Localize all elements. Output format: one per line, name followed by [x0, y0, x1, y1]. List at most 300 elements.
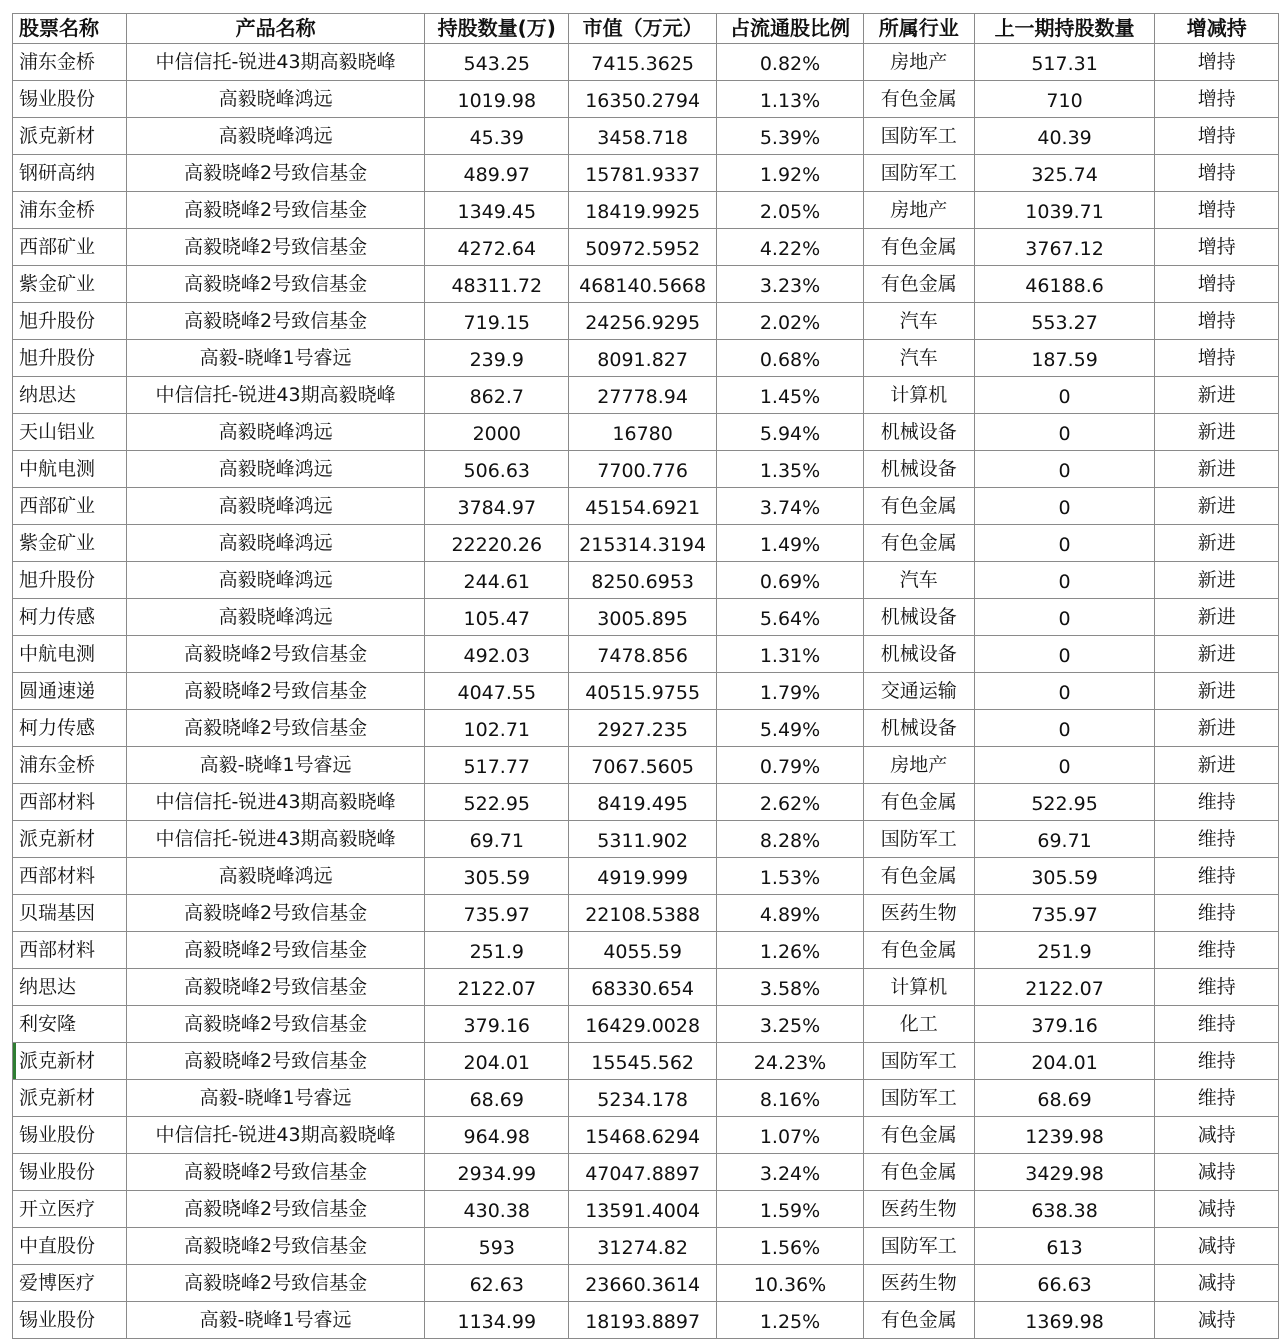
cell-stock-name[interactable]: 西部材料 [13, 858, 127, 895]
cell-product-name[interactable]: 中信信托-锐进43期高毅晓峰 [126, 377, 425, 414]
cell-stock-name[interactable]: 旭升股份 [13, 562, 127, 599]
cell-stock-name[interactable]: 浦东金桥 [13, 192, 127, 229]
cell-product-name[interactable]: 高毅晓峰2号致信基金 [126, 303, 425, 340]
cell-holding-quantity[interactable]: 2000 [425, 414, 569, 451]
cell-product-name[interactable]: 高毅晓峰2号致信基金 [126, 229, 425, 266]
table-row [13, 303, 1279, 340]
cell-change-type[interactable]: 减持 [1155, 1117, 1279, 1154]
cell-industry[interactable]: 有色金属 [863, 266, 974, 303]
cell-holding-quantity[interactable]: 48311.72 [425, 266, 569, 303]
cell-previous-quantity[interactable]: 305.59 [974, 858, 1155, 895]
cell-product-name[interactable]: 高毅晓峰鸿远 [126, 525, 425, 562]
cell-product-name[interactable]: 中信信托-锐进43期高毅晓峰 [126, 44, 425, 81]
cell-previous-quantity[interactable]: 187.59 [974, 340, 1155, 377]
cell-float-ratio[interactable]: 2.62% [717, 784, 864, 821]
cell-change-type[interactable]: 新进 [1155, 414, 1279, 451]
cell-product-name[interactable]: 高毅晓峰2号致信基金 [126, 1191, 425, 1228]
cell-float-ratio[interactable]: 1.56% [717, 1228, 864, 1265]
cell-change-type[interactable]: 维持 [1155, 895, 1279, 932]
cell-market-value[interactable]: 15468.6294 [569, 1117, 717, 1154]
cell-float-ratio[interactable]: 3.23% [717, 266, 864, 303]
cell-previous-quantity[interactable]: 735.97 [974, 895, 1155, 932]
cell-change-type[interactable]: 新进 [1155, 525, 1279, 562]
cell-product-name[interactable]: 中信信托-锐进43期高毅晓峰 [126, 821, 425, 858]
cell-float-ratio[interactable]: 2.02% [717, 303, 864, 340]
cell-change-type[interactable]: 减持 [1155, 1302, 1279, 1339]
cell-product-name[interactable]: 高毅晓峰鸿远 [126, 451, 425, 488]
cell-market-value[interactable]: 68330.654 [569, 969, 717, 1006]
cell-stock-name[interactable]: 贝瑞基因 [13, 895, 127, 932]
cell-previous-quantity[interactable]: 553.27 [974, 303, 1155, 340]
cell-stock-name[interactable]: 纳思达 [13, 377, 127, 414]
cell-change-type[interactable]: 新进 [1155, 636, 1279, 673]
cell-market-value[interactable]: 4919.999 [569, 858, 717, 895]
cell-stock-name[interactable]: 派克新材 [13, 118, 127, 155]
cell-holding-quantity[interactable]: 862.7 [425, 377, 569, 414]
cell-industry[interactable]: 计算机 [863, 377, 974, 414]
header-holding-quantity[interactable]: 持股数量(万) [425, 14, 569, 44]
cell-float-ratio[interactable]: 0.69% [717, 562, 864, 599]
cell-market-value[interactable]: 16780 [569, 414, 717, 451]
cell-stock-name[interactable]: 旭升股份 [13, 340, 127, 377]
cell-holding-quantity[interactable]: 964.98 [425, 1117, 569, 1154]
cell-industry[interactable]: 机械设备 [863, 414, 974, 451]
cell-product-name[interactable]: 中信信托-锐进43期高毅晓峰 [126, 784, 425, 821]
cell-change-type[interactable]: 新进 [1155, 747, 1279, 784]
cell-previous-quantity[interactable]: 68.69 [974, 1080, 1155, 1117]
cell-industry[interactable]: 医药生物 [863, 1265, 974, 1302]
cell-holding-quantity[interactable]: 45.39 [425, 118, 569, 155]
cell-change-type[interactable]: 增持 [1155, 192, 1279, 229]
cell-stock-name[interactable]: 浦东金桥 [13, 747, 127, 784]
cell-previous-quantity[interactable]: 0 [974, 636, 1155, 673]
cell-holding-quantity[interactable]: 305.59 [425, 858, 569, 895]
cell-float-ratio[interactable]: 8.16% [717, 1080, 864, 1117]
cell-industry[interactable]: 汽车 [863, 562, 974, 599]
cell-float-ratio[interactable]: 8.28% [717, 821, 864, 858]
cell-industry[interactable]: 计算机 [863, 969, 974, 1006]
cell-industry[interactable]: 化工 [863, 1006, 974, 1043]
cell-float-ratio[interactable]: 1.35% [717, 451, 864, 488]
cell-market-value[interactable]: 215314.3194 [569, 525, 717, 562]
cell-product-name[interactable]: 高毅晓峰鸿远 [126, 81, 425, 118]
cell-float-ratio[interactable]: 5.94% [717, 414, 864, 451]
cell-stock-name[interactable]: 锡业股份 [13, 1117, 127, 1154]
cell-float-ratio[interactable]: 0.82% [717, 44, 864, 81]
cell-previous-quantity[interactable]: 66.63 [974, 1265, 1155, 1302]
cell-industry[interactable]: 医药生物 [863, 895, 974, 932]
cell-product-name[interactable]: 高毅晓峰2号致信基金 [126, 636, 425, 673]
cell-stock-name[interactable]: 锡业股份 [13, 1302, 127, 1339]
header-stock-name[interactable]: 股票名称 [13, 14, 127, 44]
cell-change-type[interactable]: 维持 [1155, 969, 1279, 1006]
cell-stock-name[interactable]: 中航电测 [13, 636, 127, 673]
cell-stock-name[interactable]: 锡业股份 [13, 1154, 127, 1191]
cell-stock-name[interactable]: 西部矿业 [13, 488, 127, 525]
cell-industry[interactable]: 国防军工 [863, 118, 974, 155]
cell-product-name[interactable]: 高毅-晓峰1号睿远 [126, 1302, 425, 1339]
cell-float-ratio[interactable]: 24.23% [717, 1043, 864, 1080]
cell-stock-name[interactable]: 柯力传感 [13, 599, 127, 636]
cell-holding-quantity[interactable]: 105.47 [425, 599, 569, 636]
cell-change-type[interactable]: 新进 [1155, 451, 1279, 488]
holdings-table [12, 13, 1279, 1339]
cell-stock-name[interactable]: 紫金矿业 [13, 266, 127, 303]
cell-previous-quantity[interactable]: 613 [974, 1228, 1155, 1265]
cell-industry[interactable]: 国防军工 [863, 1228, 974, 1265]
cell-change-type[interactable]: 维持 [1155, 784, 1279, 821]
cell-product-name[interactable]: 高毅-晓峰1号睿远 [126, 340, 425, 377]
cell-holding-quantity[interactable]: 244.61 [425, 562, 569, 599]
cell-previous-quantity[interactable]: 0 [974, 710, 1155, 747]
cell-change-type[interactable]: 维持 [1155, 821, 1279, 858]
cell-industry[interactable]: 机械设备 [863, 451, 974, 488]
cell-previous-quantity[interactable]: 0 [974, 599, 1155, 636]
cell-market-value[interactable]: 50972.5952 [569, 229, 717, 266]
cell-market-value[interactable]: 8091.827 [569, 340, 717, 377]
cell-previous-quantity[interactable]: 0 [974, 488, 1155, 525]
cell-stock-name[interactable]: 利安隆 [13, 1006, 127, 1043]
cell-industry[interactable]: 交通运输 [863, 673, 974, 710]
header-float-ratio[interactable]: 占流通股比例 [717, 14, 864, 44]
cell-holding-quantity[interactable]: 4272.64 [425, 229, 569, 266]
header-industry[interactable]: 所属行业 [863, 14, 974, 44]
cell-change-type[interactable]: 维持 [1155, 1006, 1279, 1043]
cell-product-name[interactable]: 高毅晓峰鸿远 [126, 488, 425, 525]
cell-stock-name[interactable]: 钢研高纳 [13, 155, 127, 192]
cell-market-value[interactable]: 45154.6921 [569, 488, 717, 525]
cell-industry[interactable]: 有色金属 [863, 1154, 974, 1191]
cell-product-name[interactable]: 高毅晓峰2号致信基金 [126, 969, 425, 1006]
cell-industry[interactable]: 有色金属 [863, 1302, 974, 1339]
cell-industry[interactable]: 有色金属 [863, 858, 974, 895]
cell-industry[interactable]: 医药生物 [863, 1191, 974, 1228]
cell-previous-quantity[interactable]: 204.01 [974, 1043, 1155, 1080]
cell-previous-quantity[interactable]: 710 [974, 81, 1155, 118]
cell-industry[interactable]: 有色金属 [863, 488, 974, 525]
cell-stock-name[interactable]: 浦东金桥 [13, 44, 127, 81]
cell-product-name[interactable]: 高毅晓峰鸿远 [126, 414, 425, 451]
cell-stock-name[interactable]: 天山铝业 [13, 414, 127, 451]
cell-previous-quantity[interactable]: 40.39 [974, 118, 1155, 155]
cell-stock-name[interactable]: 中航电测 [13, 451, 127, 488]
cell-industry[interactable]: 汽车 [863, 303, 974, 340]
cell-change-type[interactable]: 减持 [1155, 1154, 1279, 1191]
cell-holding-quantity[interactable]: 543.25 [425, 44, 569, 81]
cell-previous-quantity[interactable]: 0 [974, 525, 1155, 562]
cell-market-value[interactable]: 40515.9755 [569, 673, 717, 710]
cell-float-ratio[interactable]: 3.58% [717, 969, 864, 1006]
cell-industry[interactable]: 有色金属 [863, 81, 974, 118]
cell-product-name[interactable]: 高毅晓峰2号致信基金 [126, 1006, 425, 1043]
cell-stock-name[interactable]: 派克新材 [13, 1043, 127, 1080]
cell-product-name[interactable]: 高毅晓峰2号致信基金 [126, 710, 425, 747]
cell-previous-quantity[interactable]: 0 [974, 451, 1155, 488]
cell-change-type[interactable]: 新进 [1155, 710, 1279, 747]
cell-market-value[interactable]: 18193.8897 [569, 1302, 717, 1339]
cell-market-value[interactable]: 2927.235 [569, 710, 717, 747]
cell-holding-quantity[interactable]: 204.01 [425, 1043, 569, 1080]
cell-industry[interactable]: 有色金属 [863, 525, 974, 562]
cell-holding-quantity[interactable]: 251.9 [425, 932, 569, 969]
cell-market-value[interactable]: 8250.6953 [569, 562, 717, 599]
cell-float-ratio[interactable]: 0.79% [717, 747, 864, 784]
cell-change-type[interactable]: 减持 [1155, 1228, 1279, 1265]
cell-industry[interactable]: 国防军工 [863, 1043, 974, 1080]
cell-previous-quantity[interactable]: 3429.98 [974, 1154, 1155, 1191]
cell-market-value[interactable]: 31274.82 [569, 1228, 717, 1265]
cell-float-ratio[interactable]: 4.89% [717, 895, 864, 932]
cell-industry[interactable]: 房地产 [863, 747, 974, 784]
cell-float-ratio[interactable]: 1.31% [717, 636, 864, 673]
cell-holding-quantity[interactable]: 1019.98 [425, 81, 569, 118]
cell-industry[interactable]: 国防军工 [863, 821, 974, 858]
cell-stock-name[interactable]: 开立医疗 [13, 1191, 127, 1228]
cell-product-name[interactable]: 高毅晓峰鸿远 [126, 858, 425, 895]
cell-change-type[interactable]: 增持 [1155, 118, 1279, 155]
cell-industry[interactable]: 有色金属 [863, 1117, 974, 1154]
cell-previous-quantity[interactable]: 0 [974, 377, 1155, 414]
cell-market-value[interactable]: 3005.895 [569, 599, 717, 636]
cell-holding-quantity[interactable]: 69.71 [425, 821, 569, 858]
cell-industry[interactable]: 机械设备 [863, 710, 974, 747]
cell-product-name[interactable]: 高毅晓峰2号致信基金 [126, 1154, 425, 1191]
cell-previous-quantity[interactable]: 517.31 [974, 44, 1155, 81]
cell-holding-quantity[interactable]: 492.03 [425, 636, 569, 673]
cell-holding-quantity[interactable]: 506.63 [425, 451, 569, 488]
table-row [13, 932, 1279, 969]
cell-holding-quantity[interactable]: 489.97 [425, 155, 569, 192]
cell-market-value[interactable]: 23660.3614 [569, 1265, 717, 1302]
cell-product-name[interactable]: 高毅晓峰2号致信基金 [126, 192, 425, 229]
cell-holding-quantity[interactable]: 1134.99 [425, 1302, 569, 1339]
cell-stock-name[interactable]: 西部材料 [13, 784, 127, 821]
cell-holding-quantity[interactable]: 3784.97 [425, 488, 569, 525]
cell-market-value[interactable]: 5234.178 [569, 1080, 717, 1117]
cell-change-type[interactable]: 新进 [1155, 599, 1279, 636]
cell-change-type[interactable]: 增持 [1155, 44, 1279, 81]
cell-stock-name[interactable]: 旭升股份 [13, 303, 127, 340]
cell-holding-quantity[interactable]: 719.15 [425, 303, 569, 340]
table-row [13, 451, 1279, 488]
cell-stock-name[interactable]: 圆通速递 [13, 673, 127, 710]
cell-holding-quantity[interactable]: 1349.45 [425, 192, 569, 229]
cell-market-value[interactable]: 7700.776 [569, 451, 717, 488]
table-row [13, 155, 1279, 192]
cell-holding-quantity[interactable]: 68.69 [425, 1080, 569, 1117]
cell-market-value[interactable]: 24256.9295 [569, 303, 717, 340]
header-change-type[interactable]: 增减持 [1155, 14, 1279, 44]
cell-market-value[interactable]: 47047.8897 [569, 1154, 717, 1191]
cell-product-name[interactable]: 高毅晓峰2号致信基金 [126, 266, 425, 303]
cell-product-name[interactable]: 高毅晓峰鸿远 [126, 599, 425, 636]
table-row [13, 599, 1279, 636]
cell-product-name[interactable]: 高毅晓峰2号致信基金 [126, 673, 425, 710]
cell-market-value[interactable]: 15781.9337 [569, 155, 717, 192]
cell-change-type[interactable]: 增持 [1155, 81, 1279, 118]
cell-industry[interactable]: 房地产 [863, 192, 974, 229]
cell-industry[interactable]: 国防军工 [863, 1080, 974, 1117]
header-product-name[interactable]: 产品名称 [126, 14, 425, 44]
cell-change-type[interactable]: 新进 [1155, 377, 1279, 414]
table-row [13, 784, 1279, 821]
cell-float-ratio[interactable]: 1.49% [717, 525, 864, 562]
cell-industry[interactable]: 汽车 [863, 340, 974, 377]
cell-holding-quantity[interactable]: 379.16 [425, 1006, 569, 1043]
cell-float-ratio[interactable]: 0.68% [717, 340, 864, 377]
cell-previous-quantity[interactable]: 1239.98 [974, 1117, 1155, 1154]
cell-product-name[interactable]: 高毅晓峰2号致信基金 [126, 1265, 425, 1302]
cell-float-ratio[interactable]: 4.22% [717, 229, 864, 266]
cell-float-ratio[interactable]: 1.45% [717, 377, 864, 414]
cell-market-value[interactable]: 18419.9925 [569, 192, 717, 229]
cell-previous-quantity[interactable]: 522.95 [974, 784, 1155, 821]
cell-market-value[interactable]: 7478.856 [569, 636, 717, 673]
cell-market-value[interactable]: 3458.718 [569, 118, 717, 155]
cell-stock-name[interactable]: 柯力传感 [13, 710, 127, 747]
cell-float-ratio[interactable]: 5.39% [717, 118, 864, 155]
cell-change-type[interactable]: 减持 [1155, 1265, 1279, 1302]
table-row [13, 266, 1279, 303]
cell-previous-quantity[interactable]: 46188.6 [974, 266, 1155, 303]
cell-previous-quantity[interactable]: 0 [974, 562, 1155, 599]
cell-previous-quantity[interactable]: 1369.98 [974, 1302, 1155, 1339]
cell-float-ratio[interactable]: 1.26% [717, 932, 864, 969]
cell-stock-name[interactable]: 西部矿业 [13, 229, 127, 266]
cell-change-type[interactable]: 减持 [1155, 1191, 1279, 1228]
cell-product-name[interactable]: 高毅晓峰鸿远 [126, 562, 425, 599]
cell-industry[interactable]: 有色金属 [863, 932, 974, 969]
cell-product-name[interactable]: 高毅晓峰2号致信基金 [126, 895, 425, 932]
cell-float-ratio[interactable]: 5.64% [717, 599, 864, 636]
cell-product-name[interactable]: 高毅晓峰2号致信基金 [126, 932, 425, 969]
cell-stock-name[interactable]: 爱博医疗 [13, 1265, 127, 1302]
cell-market-value[interactable]: 16350.2794 [569, 81, 717, 118]
cell-previous-quantity[interactable]: 0 [974, 673, 1155, 710]
cell-industry[interactable]: 有色金属 [863, 229, 974, 266]
cell-market-value[interactable]: 13591.4004 [569, 1191, 717, 1228]
cell-stock-name[interactable]: 中直股份 [13, 1228, 127, 1265]
cell-holding-quantity[interactable]: 22220.26 [425, 525, 569, 562]
cell-float-ratio[interactable]: 1.92% [717, 155, 864, 192]
cell-holding-quantity[interactable]: 102.71 [425, 710, 569, 747]
cell-change-type[interactable]: 新进 [1155, 673, 1279, 710]
cell-float-ratio[interactable]: 1.07% [717, 1117, 864, 1154]
cell-previous-quantity[interactable]: 379.16 [974, 1006, 1155, 1043]
cell-industry[interactable]: 有色金属 [863, 784, 974, 821]
cell-previous-quantity[interactable]: 1039.71 [974, 192, 1155, 229]
cell-change-type[interactable]: 维持 [1155, 1043, 1279, 1080]
cell-previous-quantity[interactable]: 0 [974, 414, 1155, 451]
cell-float-ratio[interactable]: 10.36% [717, 1265, 864, 1302]
cell-previous-quantity[interactable]: 325.74 [974, 155, 1155, 192]
cell-holding-quantity[interactable]: 62.63 [425, 1265, 569, 1302]
cell-market-value[interactable]: 5311.902 [569, 821, 717, 858]
cell-float-ratio[interactable]: 3.25% [717, 1006, 864, 1043]
cell-change-type[interactable]: 维持 [1155, 1080, 1279, 1117]
cell-holding-quantity[interactable]: 517.77 [425, 747, 569, 784]
cell-float-ratio[interactable]: 3.74% [717, 488, 864, 525]
cell-change-type[interactable]: 新进 [1155, 488, 1279, 525]
cell-market-value[interactable]: 27778.94 [569, 377, 717, 414]
cell-change-type[interactable]: 维持 [1155, 932, 1279, 969]
cell-market-value[interactable]: 4055.59 [569, 932, 717, 969]
cell-float-ratio[interactable]: 1.25% [717, 1302, 864, 1339]
cell-market-value[interactable]: 468140.5668 [569, 266, 717, 303]
cell-change-type[interactable]: 增持 [1155, 340, 1279, 377]
cell-float-ratio[interactable]: 1.59% [717, 1191, 864, 1228]
cell-market-value[interactable]: 22108.5388 [569, 895, 717, 932]
cell-stock-name[interactable]: 紫金矿业 [13, 525, 127, 562]
cell-holding-quantity[interactable]: 239.9 [425, 340, 569, 377]
table-row [13, 710, 1279, 747]
cell-holding-quantity[interactable]: 2934.99 [425, 1154, 569, 1191]
cell-previous-quantity[interactable]: 251.9 [974, 932, 1155, 969]
cell-product-name[interactable]: 高毅-晓峰1号睿远 [126, 747, 425, 784]
cell-industry[interactable]: 机械设备 [863, 636, 974, 673]
cell-product-name[interactable]: 高毅晓峰2号致信基金 [126, 155, 425, 192]
cell-holding-quantity[interactable]: 735.97 [425, 895, 569, 932]
header-previous-quantity[interactable]: 上一期持股数量 [974, 14, 1155, 44]
cell-industry[interactable]: 国防军工 [863, 155, 974, 192]
cell-previous-quantity[interactable]: 2122.07 [974, 969, 1155, 1006]
cell-market-value[interactable]: 16429.0028 [569, 1006, 717, 1043]
cell-change-type[interactable]: 维持 [1155, 858, 1279, 895]
table-row [13, 562, 1279, 599]
cell-change-type[interactable]: 增持 [1155, 303, 1279, 340]
table-row [13, 1006, 1279, 1043]
cell-change-type[interactable]: 增持 [1155, 155, 1279, 192]
cell-industry[interactable]: 房地产 [863, 44, 974, 81]
cell-holding-quantity[interactable]: 522.95 [425, 784, 569, 821]
cell-stock-name[interactable]: 纳思达 [13, 969, 127, 1006]
cell-market-value[interactable]: 7415.3625 [569, 44, 717, 81]
cell-market-value[interactable]: 8419.495 [569, 784, 717, 821]
cell-stock-name[interactable]: 锡业股份 [13, 81, 127, 118]
cell-change-type[interactable]: 增持 [1155, 229, 1279, 266]
cell-holding-quantity[interactable]: 2122.07 [425, 969, 569, 1006]
cell-float-ratio[interactable]: 2.05% [717, 192, 864, 229]
cell-previous-quantity[interactable]: 3767.12 [974, 229, 1155, 266]
cell-stock-name[interactable]: 派克新材 [13, 1080, 127, 1117]
cell-holding-quantity[interactable]: 4047.55 [425, 673, 569, 710]
cell-market-value[interactable]: 7067.5605 [569, 747, 717, 784]
cell-float-ratio[interactable]: 1.79% [717, 673, 864, 710]
cell-float-ratio[interactable]: 3.24% [717, 1154, 864, 1191]
header-market-value[interactable]: 市值（万元） [569, 14, 717, 44]
cell-stock-name[interactable]: 派克新材 [13, 821, 127, 858]
cell-previous-quantity[interactable]: 638.38 [974, 1191, 1155, 1228]
cell-float-ratio[interactable]: 5.49% [717, 710, 864, 747]
cell-stock-name[interactable]: 西部材料 [13, 932, 127, 969]
cell-previous-quantity[interactable]: 0 [974, 747, 1155, 784]
cell-holding-quantity[interactable]: 430.38 [425, 1191, 569, 1228]
cell-product-name[interactable]: 高毅晓峰2号致信基金 [126, 1228, 425, 1265]
cell-product-name[interactable]: 高毅晓峰鸿远 [126, 118, 425, 155]
cell-product-name[interactable]: 高毅晓峰2号致信基金 [126, 1043, 425, 1080]
cell-change-type[interactable]: 增持 [1155, 266, 1279, 303]
table-row [13, 969, 1279, 1006]
cell-product-name[interactable]: 中信信托-锐进43期高毅晓峰 [126, 1117, 425, 1154]
cell-change-type[interactable]: 新进 [1155, 562, 1279, 599]
cell-float-ratio[interactable]: 1.53% [717, 858, 864, 895]
cell-industry[interactable]: 机械设备 [863, 599, 974, 636]
cell-previous-quantity[interactable]: 69.71 [974, 821, 1155, 858]
cell-holding-quantity[interactable]: 593 [425, 1228, 569, 1265]
cell-product-name[interactable]: 高毅-晓峰1号睿远 [126, 1080, 425, 1117]
cell-float-ratio[interactable]: 1.13% [717, 81, 864, 118]
cell-market-value[interactable]: 15545.562 [569, 1043, 717, 1080]
